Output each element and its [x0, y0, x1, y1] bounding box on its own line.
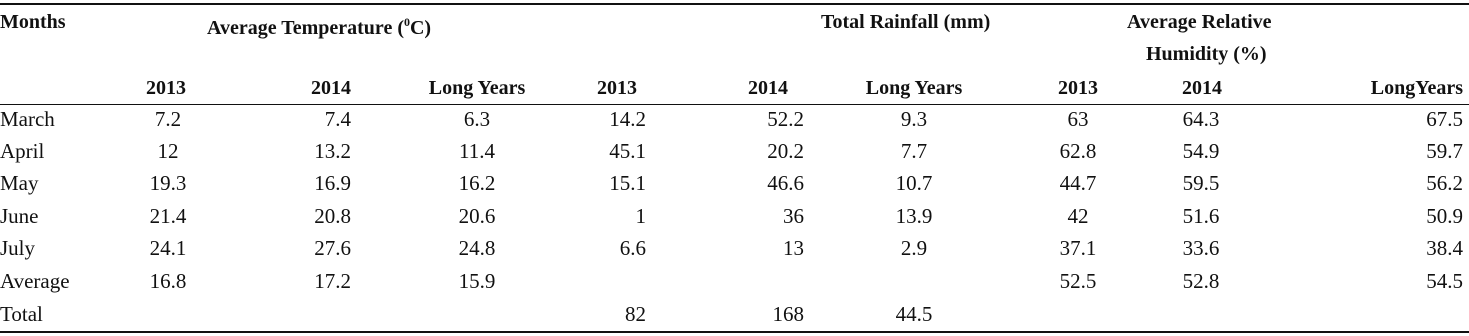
table-cell: 16.2 [458, 171, 496, 195]
table-cell: 82 [625, 302, 646, 326]
table-cell: 13.9 [895, 204, 933, 228]
table-cell: 16.9 [314, 171, 351, 195]
header-humidity-line1: Average Relative [1127, 11, 1272, 33]
year-header-6: 2013 [1058, 77, 1098, 99]
header-temperature-degree: 0 [403, 15, 410, 29]
table-cell: 33.6 [1182, 236, 1220, 260]
table-cell: 42 [1067, 204, 1089, 228]
table-cell: 52.5 [1059, 269, 1097, 293]
table-cell: 9.3 [900, 107, 928, 131]
table-header-rule [0, 104, 1469, 105]
table-cell: 17.2 [314, 269, 351, 293]
row-month-april: April [0, 139, 45, 163]
header-temperature [207, 10, 431, 40]
table-cell: 24.1 [149, 236, 187, 260]
table-cell: 13 [783, 236, 804, 260]
table-cell: 44.7 [1059, 171, 1097, 195]
table-cell: 6.6 [619, 236, 646, 260]
table-cell: 1 [635, 204, 646, 228]
table-cell: 45.1 [609, 139, 646, 163]
header-temperature-unit: C) [409, 17, 432, 39]
year-header-7: 2014 [1182, 77, 1222, 99]
table-cell: 64.3 [1182, 107, 1220, 131]
table-cell: 44.5 [895, 302, 933, 326]
table-cell: 13.2 [314, 139, 351, 163]
header-temperature-label: Average Temperature ( [207, 17, 404, 39]
table-cell: 6.3 [463, 107, 491, 131]
table-cell: 59.7 [1426, 139, 1463, 163]
row-month-july: July [0, 236, 36, 260]
table-cell: 62.8 [1059, 139, 1097, 163]
year-header-0: 2013 [146, 77, 186, 99]
table-cell: 12 [157, 139, 179, 163]
row-month-june: June [0, 204, 39, 228]
table-cell: 38.4 [1426, 236, 1463, 260]
table-cell: 21.4 [149, 204, 187, 228]
table-cell: 11.4 [459, 139, 495, 163]
table-cell: 54.5 [1426, 269, 1463, 293]
table-cell: 63 [1067, 107, 1089, 131]
table-cell: 59.5 [1182, 171, 1220, 195]
year-header-2: Long Years [428, 77, 526, 99]
year-header-3: 2013 [597, 77, 637, 99]
table-cell: 168 [772, 302, 804, 326]
table-cell: 10.7 [895, 171, 933, 195]
year-header-5: Long Years [865, 77, 963, 99]
table-cell: 52.2 [767, 107, 804, 131]
year-header-4: 2014 [748, 77, 788, 99]
table-cell: 27.6 [314, 236, 351, 260]
table-cell: 7.4 [324, 107, 351, 131]
table-bottom-rule [0, 331, 1469, 333]
table-top-rule [0, 3, 1469, 5]
table-cell: 20.6 [458, 204, 496, 228]
row-month-total: Total [0, 302, 43, 326]
table-cell: 20.2 [767, 139, 804, 163]
row-month-may: May [0, 171, 39, 195]
row-month-average: Average [0, 269, 70, 293]
table-cell: 19.3 [149, 171, 187, 195]
header-rainfall: Total Rainfall (mm) [821, 11, 991, 33]
table-cell: 37.1 [1059, 236, 1097, 260]
table-cell: 7.7 [900, 139, 928, 163]
table-cell: 14.2 [609, 107, 646, 131]
table-cell: 54.9 [1182, 139, 1220, 163]
header-humidity-line2: Humidity (%) [1146, 43, 1267, 65]
table-cell: 50.9 [1426, 204, 1463, 228]
header-months: Months [0, 11, 66, 33]
table-cell: 2.9 [900, 236, 928, 260]
table-cell: 51.6 [1182, 204, 1220, 228]
table-cell: 36 [783, 204, 804, 228]
table-cell: 52.8 [1182, 269, 1220, 293]
table-cell: 46.6 [767, 171, 804, 195]
table-cell: 7.2 [154, 107, 182, 131]
table-cell: 16.8 [149, 269, 187, 293]
year-header-1: 2014 [311, 77, 351, 99]
table-cell: 56.2 [1426, 171, 1463, 195]
year-header-8: LongYears [1370, 77, 1463, 99]
table-cell: 67.5 [1426, 107, 1463, 131]
table-cell: 20.8 [314, 204, 351, 228]
table-cell: 15.9 [458, 269, 496, 293]
table-cell: 24.8 [458, 236, 496, 260]
row-month-march: March [0, 107, 55, 131]
table-cell: 15.1 [609, 171, 646, 195]
